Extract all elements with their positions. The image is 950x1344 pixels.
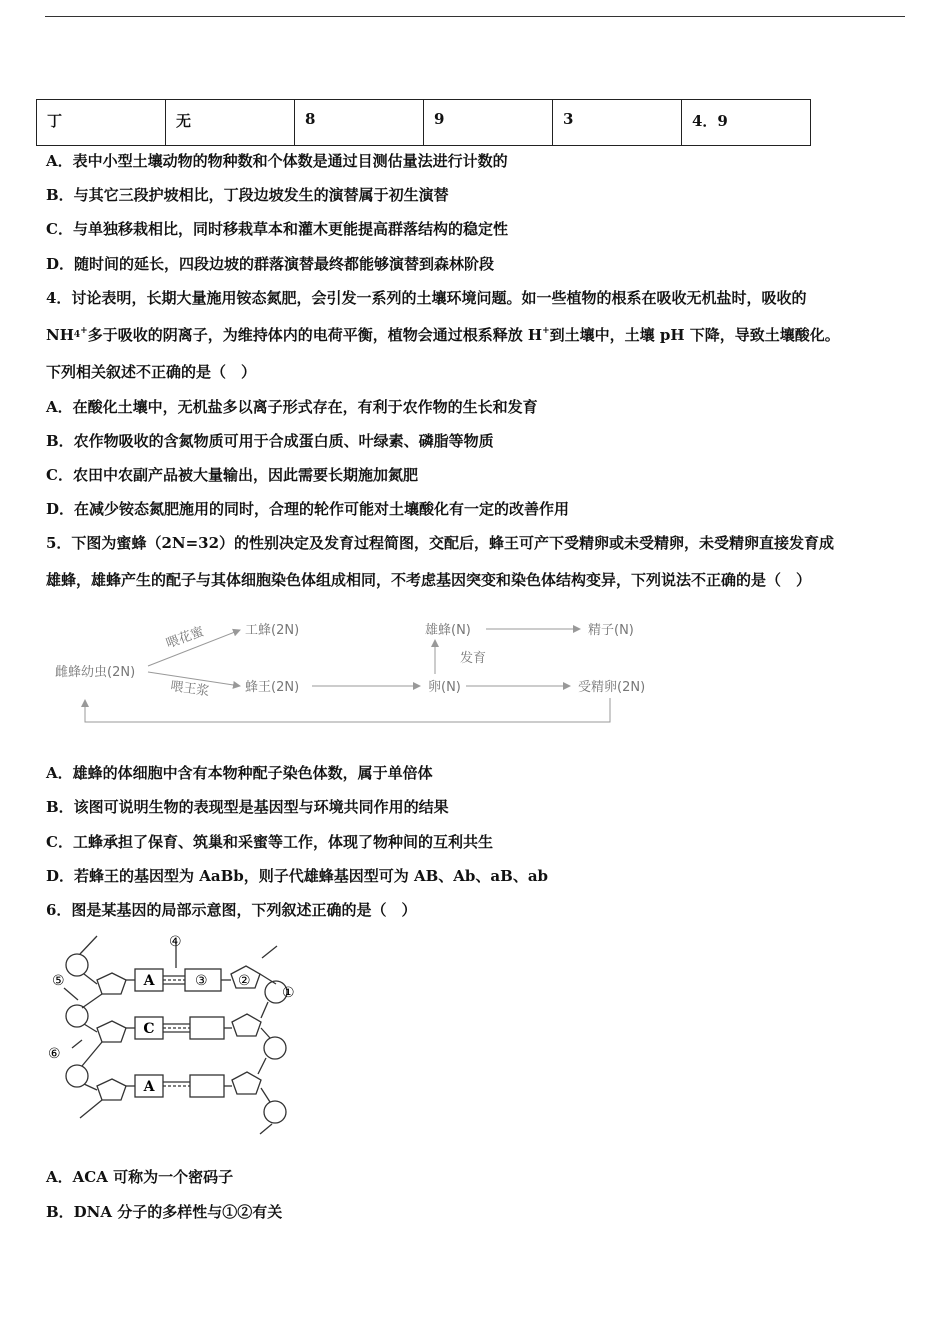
q6-option-a: A．ACA 可称为一个密码子 xyxy=(46,1168,234,1186)
q5-stem-line1: 5．下图为蜜蜂（2N=32）的性别决定及发育过程简图，交配后，蜂王可产下受精卵或未受精卵，未受精卵直接发育成 xyxy=(46,534,835,552)
egg-label: 卵(N) xyxy=(428,680,461,695)
table-cell: 无 xyxy=(166,100,295,146)
q4-sub: 4 xyxy=(73,330,81,340)
table-cell: 9 xyxy=(424,100,553,146)
q5-option-b: B．该图可说明生物的表现型是基因型与环境共同作用的结果 xyxy=(46,798,449,816)
q4-option-c: C．农田中农副产品被大量输出，因此需要长期施加氮肥 xyxy=(46,466,418,484)
label-3: ③ xyxy=(195,973,208,989)
label-6: ⑥ xyxy=(48,1046,61,1062)
larva-label: 雌蜂幼虫(2N) xyxy=(55,665,136,680)
q3-option-c: C．与单独移栽相比，同时移栽草本和灌木更能提高群落结构的稳定性 xyxy=(46,220,508,238)
arrow-loop-back xyxy=(85,698,610,722)
q6-option-b: B．DNA 分子的多样性与①②有关 xyxy=(46,1203,283,1221)
feed-pollen-label: 喂花蜜 xyxy=(164,624,207,652)
q4-nh-text: NH xyxy=(46,326,74,344)
q4-option-d: D．在减少铵态氮肥施用的同时，合理的轮作可能对土壤酸化有一定的改善作用 xyxy=(46,500,570,518)
q3-option-b: B．与其它三段护坡相比，丁段边坡发生的演替属于初生演替 xyxy=(46,186,449,204)
table-cell: 3 xyxy=(553,100,682,146)
label-5: ⑤ xyxy=(52,973,65,989)
q4-stem-line1: 4．讨论表明，长期大量施用铵态氮肥，会引发一系列的土壤环境问题。如一些植物的根系在吸收无机盐时，吸收的 xyxy=(46,289,807,307)
q4-stem-line2 xyxy=(46,325,840,345)
table-cell: 4．9 xyxy=(682,100,811,146)
q4-text-b: 多于吸收的阴离子，为维持体内的电荷平衡，植物会通过根系释放 H xyxy=(87,326,543,344)
base-label: A xyxy=(143,973,155,989)
sperm-label: 精子(N) xyxy=(588,623,634,638)
q4-option-b: B．农作物吸收的含氮物质可用于合成蛋白质、叶绿素、磷脂等物质 xyxy=(46,432,494,450)
q5-option-d: D．若蜂王的基因型为 AaBb，则子代雄蜂基因型可为 AB、Ab、aB、ab xyxy=(46,867,549,885)
worker-label: 工蜂(2N) xyxy=(245,623,300,638)
phosphate-circle xyxy=(66,954,88,976)
q4-sup: + xyxy=(80,326,88,336)
label-2: ② xyxy=(238,973,251,989)
label-1: ① xyxy=(282,985,295,1001)
bee-diagram xyxy=(50,610,670,730)
base-label: C xyxy=(143,1021,155,1037)
q6-stem: 6．图是某基因的局部示意图，下列叙述正确的是（ ） xyxy=(46,901,417,919)
queen-label: 蜂王(2N) xyxy=(245,680,300,695)
q5-option-c: C．工蜂承担了保育、筑巢和采蜜等工作，体现了物种间的互利共生 xyxy=(46,833,493,851)
q5-stem-line2: 雄蜂，雄蜂产生的配子与其体细胞染色体组成相同，不考虑基因突变和染色体结构变异，下列说法不正确的是（ ） xyxy=(46,571,812,589)
data-table xyxy=(36,99,811,146)
drone-label: 雄蜂(N) xyxy=(425,623,471,638)
q4-sup2: + xyxy=(542,326,550,336)
table-cell: 丁 xyxy=(37,100,166,146)
dna-diagram xyxy=(42,928,302,1138)
q4-stem-line3: 下列相关叙述不正确的是（ ） xyxy=(46,363,257,381)
header-rule xyxy=(45,16,905,17)
develop-label: 发育 xyxy=(460,651,487,666)
q4-text-c: 到土壤中，土壤 pH 下降，导致土壤酸化。 xyxy=(549,326,840,344)
q4-option-a: A．在酸化土壤中，无机盐多以离子形式存在，有利于农作物的生长和发育 xyxy=(46,398,538,416)
label-4: ④ xyxy=(169,934,182,950)
q3-option-d: D．随时间的延长，四段边坡的群落演替最终都能够演替到森林阶段 xyxy=(46,255,495,273)
base-label: A xyxy=(143,1079,155,1095)
q5-option-a: A．雄蜂的体细胞中含有本物种配子染色体数，属于单倍体 xyxy=(46,764,433,782)
deoxyribose xyxy=(97,973,126,994)
q3-option-a: A．表中小型土壤动物的物种数和个体数是通过目测估量法进行计数的 xyxy=(46,152,508,170)
fertilized-label: 受精卵(2N) xyxy=(578,680,646,695)
table-cell: 8 xyxy=(295,100,424,146)
table-row xyxy=(37,100,811,146)
feed-jelly-label: 喂王浆 xyxy=(169,679,211,700)
